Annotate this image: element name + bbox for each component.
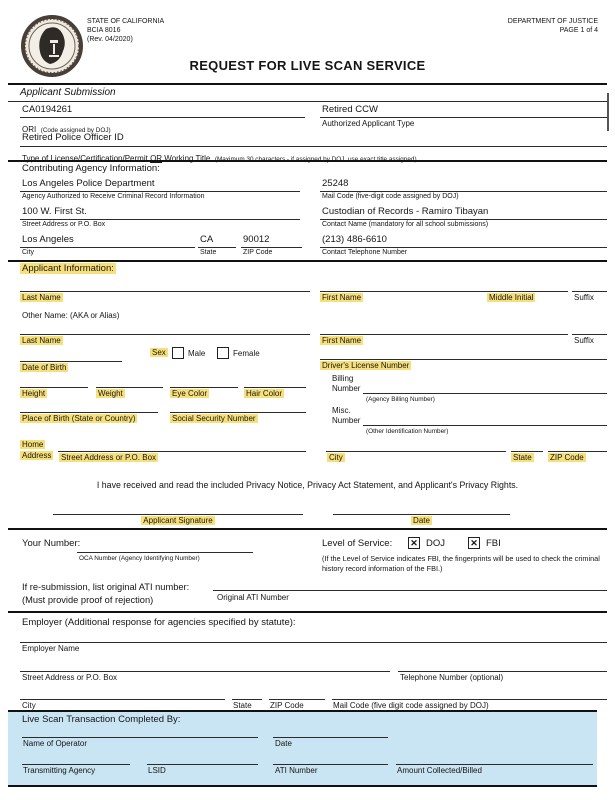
- license-label-note: (Maximum 30 characters - if assigned by DOJ, use exact title assigned): [214, 156, 417, 163]
- aka-last-name-label: [20, 336, 63, 345]
- agency-city-label: City: [22, 249, 35, 256]
- divider: [8, 260, 607, 262]
- underline: [396, 764, 593, 765]
- employer-zip-label: ZIP Code: [270, 701, 304, 710]
- ssn-label-text: Social Security Number: [172, 414, 256, 423]
- underline: [363, 393, 607, 394]
- underline: [269, 699, 325, 700]
- employer-city-label: City: [22, 701, 36, 710]
- underline: [213, 590, 607, 591]
- underline: [58, 451, 306, 452]
- your-number-label: Your Number:: [22, 538, 81, 549]
- home-city-label: [327, 453, 345, 462]
- signature-label: [53, 516, 303, 525]
- underline: [96, 387, 163, 388]
- agency-street-label: Street Address or P.O. Box: [22, 221, 106, 228]
- doj-label: DOJ: [426, 538, 445, 549]
- underline: [320, 359, 607, 360]
- height-label-text: Height: [22, 389, 46, 398]
- hair-color-label: [244, 389, 284, 398]
- home-state-label: [511, 453, 534, 462]
- underline: [20, 291, 310, 292]
- home-label-line2-text: Address: [22, 451, 52, 460]
- mail-code-value: 25248: [322, 178, 349, 189]
- home-street-label-text: Street Address or P.O. Box: [61, 453, 157, 462]
- underline: [326, 451, 506, 452]
- employer-street-label: Street Address or P.O. Box: [22, 673, 118, 682]
- middle-initial-label: [487, 293, 535, 302]
- agency-state-label: State: [200, 249, 217, 256]
- female-checkbox: [217, 347, 229, 359]
- oca-note: OCA Number (Agency Identifying Number): [79, 555, 200, 562]
- home-label-line1: [20, 440, 45, 449]
- divider: [8, 528, 607, 530]
- underline: [244, 387, 306, 388]
- fbi-note: (If the Level of Service indicates FBI, the fingerprints will be used to check the criminal history record information of the FBI.): [322, 554, 600, 573]
- underline: [20, 412, 158, 413]
- doj-checkbox: ✕: [408, 537, 420, 549]
- underline: [548, 451, 607, 452]
- middle-initial-label-text: Middle Initial: [489, 293, 534, 302]
- agency-value: Los Angeles Police Department: [22, 178, 155, 189]
- license-title-value: Retired Police Officer ID: [22, 132, 124, 143]
- ori-value: CA0194261: [22, 104, 73, 115]
- divider: [8, 101, 607, 102]
- underline: [20, 146, 607, 147]
- signature-label-text: Applicant Signature: [143, 516, 213, 525]
- hair-color-label-text: Hair Color: [246, 389, 283, 398]
- agency-label: Agency Authorized to Receive Criminal Record Information: [22, 193, 205, 200]
- signature-date-line: [333, 514, 510, 515]
- level-of-service-label: Level of Service:: [322, 538, 393, 549]
- ssn-label: [170, 414, 258, 423]
- contact-name-value: Custodian of Records - Ramiro Tibayan: [322, 206, 489, 217]
- aka-first-name-label-text: First Name: [322, 336, 362, 345]
- applicant-type-value: Retired CCW: [322, 104, 378, 115]
- first-name-label-text: First Name: [322, 293, 362, 302]
- underline: [320, 117, 607, 118]
- billing-label-line2: Number: [332, 384, 361, 393]
- section-contributing-agency: Contributing Agency Information:: [22, 163, 160, 174]
- underline: [20, 699, 225, 700]
- male-checkbox: [172, 347, 184, 359]
- underline: [20, 191, 300, 192]
- underline: [273, 764, 388, 765]
- contact-phone-value: (213) 486-6610: [322, 234, 387, 245]
- misc-label-line2: Number: [332, 416, 361, 425]
- misc-label-line1: Misc.: [332, 406, 351, 415]
- home-label-line1-text: Home: [22, 440, 44, 449]
- home-zip-label: [548, 453, 586, 462]
- section-applicant-information: [20, 263, 116, 274]
- home-state-label-text: State: [513, 453, 532, 462]
- underline: [20, 117, 305, 118]
- underline: [198, 247, 236, 248]
- billing-note: (Agency Billing Number): [366, 396, 435, 403]
- employer-state-label: State: [233, 701, 252, 710]
- employer-mail-code-label: Mail Code (five digit code assigned by DOJ): [333, 701, 489, 710]
- underline: [170, 412, 306, 413]
- form-number: BCIA 8016: [87, 27, 121, 34]
- home-zip-label-text: ZIP Code: [550, 453, 584, 462]
- underline: [320, 191, 607, 192]
- aka-last-name-label-text: Last Name: [22, 336, 61, 345]
- signature-line: [53, 514, 303, 515]
- agency-street-value: 100 W. First St.: [22, 206, 87, 217]
- eye-color-label-text: Eye Color: [172, 389, 208, 398]
- underline: [20, 361, 122, 362]
- weight-label: [96, 389, 125, 398]
- ori-label-main: ORI: [22, 125, 37, 134]
- divider: [8, 83, 607, 85]
- page-indicator: PAGE 1 of 4: [559, 27, 598, 34]
- agency-city-value: Los Angeles: [22, 234, 74, 245]
- scan-artifact: [607, 93, 609, 131]
- underline: [511, 451, 543, 452]
- operator-label: Name of Operator: [23, 739, 88, 748]
- misc-note: (Other Identification Number): [366, 428, 449, 435]
- home-street-label: [59, 453, 158, 462]
- underline: [147, 764, 258, 765]
- underline: [20, 387, 88, 388]
- home-label-line2: [20, 451, 53, 460]
- ori-label-note: (Code assigned by DOJ): [40, 127, 111, 134]
- underline: [20, 219, 300, 220]
- original-ati-label: Original ATI Number: [217, 593, 289, 602]
- agency-zip-value: 90012: [243, 234, 270, 245]
- female-label: Female: [233, 349, 260, 358]
- dob-label-text: Date of Birth: [22, 363, 67, 372]
- weight-label-text: Weight: [98, 389, 123, 398]
- underline: [170, 387, 238, 388]
- underline: [232, 699, 262, 700]
- underline: [273, 737, 388, 738]
- underline: [241, 247, 302, 248]
- underline: [332, 699, 607, 700]
- license-label-pre: Type of License/Certification/Permit: [22, 154, 151, 163]
- employer-phone-label: Telephone Number (optional): [400, 673, 504, 682]
- underline: [20, 671, 390, 672]
- last-name-label-text: Last Name: [22, 293, 61, 302]
- form-title: REQUEST FOR LIVE SCAN SERVICE: [189, 58, 426, 73]
- underline: [572, 291, 607, 292]
- suffix-label: Suffix: [574, 293, 594, 302]
- form-revision: (Rev. 04/2020): [87, 36, 133, 43]
- underline: [22, 764, 130, 765]
- billing-label-line1: Billing: [332, 374, 354, 383]
- dob-label: [20, 363, 68, 372]
- signature-date-label: [333, 516, 510, 525]
- underline: [363, 425, 607, 426]
- fbi-checkbox: ✕: [468, 537, 480, 549]
- drivers-license-label: [320, 361, 411, 370]
- department-name: DEPARTMENT OF JUSTICE: [507, 18, 598, 25]
- drivers-license-label-text: Driver's License Number: [322, 361, 410, 370]
- license-label-post: Working Title: [162, 154, 211, 163]
- underline: [22, 737, 258, 738]
- divider: [8, 611, 607, 613]
- last-name-label: [20, 293, 63, 302]
- section-applicant-submission: Applicant Submission: [20, 87, 116, 98]
- resubmission-label: If re-submission, list original ATI number:: [22, 582, 190, 592]
- sex-label: [150, 348, 168, 357]
- ati-number-label: ATI Number: [275, 766, 318, 775]
- aka-suffix-label: Suffix: [574, 336, 594, 345]
- underline: [20, 334, 310, 335]
- underline: [20, 247, 195, 248]
- other-name-label: Other Name: (AKA or Alias): [22, 311, 120, 320]
- state-name: STATE OF CALIFORNIA: [87, 18, 165, 25]
- applicant-type-label: Authorized Applicant Type: [322, 119, 415, 128]
- underline: [398, 671, 607, 672]
- section-employer: Employer (Additional response for agencies specified by statute):: [22, 617, 296, 628]
- livescan-date-label: Date: [275, 739, 292, 748]
- height-label: [20, 389, 47, 398]
- contact-phone-label: Contact Telephone Number: [322, 249, 408, 256]
- transmitting-agency-label: Transmitting Agency: [23, 766, 96, 775]
- lsid-label: LSID: [148, 766, 166, 775]
- amount-label: Amount Collected/Billed: [397, 766, 482, 775]
- pob-label-text: Place of Birth (State or Country): [22, 414, 136, 423]
- agency-state-value: CA: [200, 234, 214, 245]
- applicant-information-title: Applicant Information:: [22, 263, 114, 274]
- signature-date-label-text: Date: [413, 516, 430, 525]
- underline: [572, 334, 607, 335]
- underline: [20, 642, 607, 643]
- male-label: Male: [188, 349, 206, 358]
- privacy-statement: I have received and read the included Privacy Notice, Privacy Act Statement, and Applicant's Privacy Rights.: [96, 480, 519, 490]
- home-city-label-text: City: [329, 453, 343, 462]
- resubmission-note: (Must provide proof of rejection): [22, 595, 154, 605]
- underline: [320, 247, 607, 248]
- divider: [8, 160, 607, 162]
- sex-label-text: Sex: [152, 348, 166, 357]
- license-label-or: OR: [150, 154, 163, 163]
- fbi-label: FBI: [486, 538, 501, 549]
- aka-first-name-label: [320, 336, 363, 345]
- pob-label: [20, 414, 137, 423]
- underline: [320, 291, 568, 292]
- underline: [320, 219, 607, 220]
- underline: [77, 552, 253, 553]
- contact-name-label: Contact Name (mandatory for all school submissions): [322, 221, 489, 228]
- section-live-scan: Live Scan Transaction Completed By:: [22, 714, 181, 725]
- first-name-label: [320, 293, 363, 302]
- mail-code-label: Mail Code (five-digit code assigned by DOJ): [322, 193, 459, 200]
- employer-name-label: Employer Name: [22, 644, 80, 653]
- agency-zip-label: ZIP Code: [243, 249, 273, 256]
- eye-color-label: [170, 389, 209, 398]
- underline: [320, 334, 568, 335]
